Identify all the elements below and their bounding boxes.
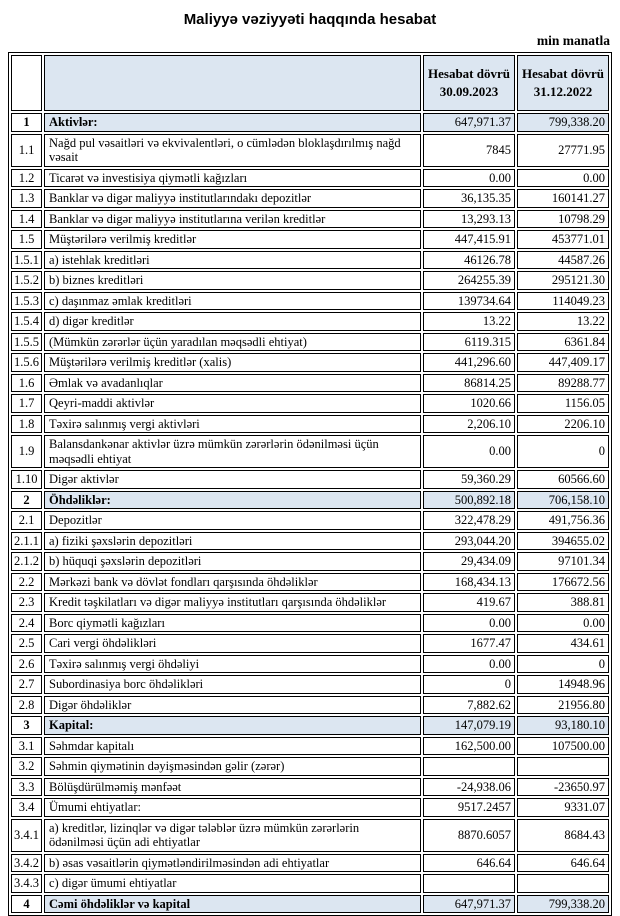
row-value-2023-cell: 646.64: [423, 854, 515, 873]
table-row: [11, 655, 609, 674]
row-value-2022-cell: 706,158.10: [517, 491, 609, 510]
row-value-2022-cell: 114049.23: [517, 292, 609, 311]
row-label-cell: a) kreditlər, lizinqlər və digər tələblər üzrə mümkün zərərlərin ödənilməsi üçün adi ehtiyatlar: [44, 819, 421, 852]
section-row: [11, 491, 609, 510]
row-num-cell: 1.5.1: [11, 251, 42, 270]
row-value-2023-cell: 8870.6057: [423, 819, 515, 852]
row-num-cell: 2.7: [11, 675, 42, 694]
row-value-2023-cell: 264255.39: [423, 271, 515, 290]
row-label-cell: c) digər ümumi ehtiyatlar: [44, 874, 421, 893]
row-value-2023-cell: 0.00: [423, 655, 515, 674]
table-row: [11, 737, 609, 756]
row-num-cell: 1.9: [11, 435, 42, 468]
row-value-2023-cell: 168,434.13: [423, 573, 515, 592]
table-row: [11, 874, 609, 893]
table-row: [11, 169, 609, 188]
table-row: [11, 189, 609, 208]
row-value-2022-cell: 491,756.36: [517, 511, 609, 530]
row-num-cell: 1.3: [11, 189, 42, 208]
row-value-2022-cell: 44587.26: [517, 251, 609, 270]
row-label-cell: Ümumi ehtiyatlar:: [44, 798, 421, 817]
row-value-2023-cell: 162,500.00: [423, 737, 515, 756]
row-value-2022-cell: 160141.27: [517, 189, 609, 208]
row-value-2022-cell: 14948.96: [517, 675, 609, 694]
header-col-2022: [517, 55, 609, 111]
row-label-cell: Digər aktivlər: [44, 470, 421, 489]
row-label-cell: Müştərilərə verilmiş kreditlər (xalis): [44, 353, 421, 372]
row-num-cell: 2.6: [11, 655, 42, 674]
table-row: [11, 532, 609, 551]
table-row: [11, 333, 609, 352]
row-value-2022-cell: 799,338.20: [517, 895, 609, 914]
row-value-2022-cell: 8684.43: [517, 819, 609, 852]
row-value-2022-cell: 2206.10: [517, 415, 609, 434]
row-label-cell: Bölüşdürülməmiş mənfəət: [44, 778, 421, 797]
table-row: [11, 435, 609, 468]
table-row: [11, 675, 609, 694]
row-label-cell: Təxirə salınmış vergi aktivləri: [44, 415, 421, 434]
row-value-2022-cell: 6361.84: [517, 333, 609, 352]
table-row: [11, 798, 609, 817]
row-num-cell: 2.8: [11, 696, 42, 715]
row-value-2022-cell: 0.00: [517, 169, 609, 188]
row-value-2022-cell: 60566.60: [517, 470, 609, 489]
header-num-cell: [11, 55, 42, 111]
row-label-cell: Əmlak və avadanlıqlar: [44, 374, 421, 393]
row-num-cell: 1.5: [11, 230, 42, 249]
row-num-cell: 3.2: [11, 757, 42, 776]
row-value-2023-cell: 447,415.91: [423, 230, 515, 249]
header-col-2023: [423, 55, 515, 111]
row-value-2023-cell: 13.22: [423, 312, 515, 331]
row-label-cell: Təxirə salınmış vergi öhdəliyi: [44, 655, 421, 674]
row-value-2023-cell: 1020.66: [423, 394, 515, 413]
row-value-2023-cell: 441,296.60: [423, 353, 515, 372]
header-col-2023-date: 30.09.2023: [439, 84, 499, 99]
row-value-2023-cell: 29,434.09: [423, 552, 515, 571]
table-row: [11, 614, 609, 633]
row-label-cell: Qeyri-maddi aktivlər: [44, 394, 421, 413]
row-label-cell: c) daşınmaz əmlak kreditləri: [44, 292, 421, 311]
row-value-2022-cell: 295121.30: [517, 271, 609, 290]
row-value-2023-cell: 9517.2457: [423, 798, 515, 817]
row-value-2023-cell: 7,882.62: [423, 696, 515, 715]
row-value-2022-cell: 646.64: [517, 854, 609, 873]
row-value-2023-cell: 0.00: [423, 435, 515, 468]
header-col-2022-date: 31.12.2022: [533, 84, 593, 99]
row-label-cell: Subordinasiya borc öhdəlikləri: [44, 675, 421, 694]
row-num-cell: 1.5.6: [11, 353, 42, 372]
row-value-2023-cell: 0.00: [423, 169, 515, 188]
row-num-cell: 1.5.2: [11, 271, 42, 290]
row-value-2023-cell: 500,892.18: [423, 491, 515, 510]
row-num-cell: 1.5.3: [11, 292, 42, 311]
row-value-2023-cell: [423, 757, 515, 776]
table-row: [11, 819, 609, 852]
row-value-2023-cell: 6119.315: [423, 333, 515, 352]
row-num-cell: 2.4: [11, 614, 42, 633]
row-value-2023-cell: 647,971.37: [423, 113, 515, 132]
row-value-2022-cell: [517, 757, 609, 776]
row-value-2022-cell: 0: [517, 435, 609, 468]
row-num-cell: 1.6: [11, 374, 42, 393]
row-num-cell: 2: [11, 491, 42, 510]
row-value-2023-cell: 2,206.10: [423, 415, 515, 434]
row-label-cell: Borc qiymətli kağızları: [44, 614, 421, 633]
table-row: [11, 552, 609, 571]
table-row: [11, 312, 609, 331]
section-row: [11, 113, 609, 132]
row-label-cell: Cəmi öhdəliklər və kapital: [44, 895, 421, 914]
row-value-2022-cell: 799,338.20: [517, 113, 609, 132]
table-row: [11, 353, 609, 372]
row-value-2023-cell: 419.67: [423, 593, 515, 612]
table-row: [11, 573, 609, 592]
row-value-2022-cell: 93,180.10: [517, 716, 609, 735]
row-value-2023-cell: 147,079.19: [423, 716, 515, 735]
row-num-cell: 3.4: [11, 798, 42, 817]
row-label-cell: Səhmdar kapitalı: [44, 737, 421, 756]
table-row: [11, 415, 609, 434]
row-value-2022-cell: 21956.80: [517, 696, 609, 715]
row-label-cell: Kapital:: [44, 716, 421, 735]
row-label-cell: Səhmin qiymətinin dəyişməsindən gəlir (zərər): [44, 757, 421, 776]
table-row: [11, 634, 609, 653]
row-label-cell: d) digər kreditlər: [44, 312, 421, 331]
row-label-cell: Digər öhdəliklər: [44, 696, 421, 715]
row-label-cell: Banklar və digər maliyyə institutlarına verilən kreditlər: [44, 210, 421, 229]
row-num-cell: 3.4.2: [11, 854, 42, 873]
row-label-cell: b) əsas vəsaitlərin qiymətləndirilməsindən adi ehtiyatlar: [44, 854, 421, 873]
row-value-2022-cell: 1156.05: [517, 394, 609, 413]
table-row: [11, 757, 609, 776]
row-value-2023-cell: 36,135.35: [423, 189, 515, 208]
row-num-cell: 2.1: [11, 511, 42, 530]
row-value-2022-cell: 107500.00: [517, 737, 609, 756]
row-value-2022-cell: 0: [517, 655, 609, 674]
row-num-cell: 3.4.3: [11, 874, 42, 893]
row-num-cell: 1.5.4: [11, 312, 42, 331]
section-row: [11, 716, 609, 735]
row-value-2023-cell: 86814.25: [423, 374, 515, 393]
row-value-2022-cell: 97101.34: [517, 552, 609, 571]
table-row: [11, 271, 609, 290]
row-label-cell: a) istehlak kreditləri: [44, 251, 421, 270]
row-value-2022-cell: -23650.97: [517, 778, 609, 797]
table-row: [11, 854, 609, 873]
row-value-2022-cell: 13.22: [517, 312, 609, 331]
row-label-cell: Aktivlər:: [44, 113, 421, 132]
row-value-2022-cell: 9331.07: [517, 798, 609, 817]
row-value-2022-cell: 447,409.17: [517, 353, 609, 372]
table-row: [11, 696, 609, 715]
row-label-cell: Nağd pul vəsaitləri və ekvivalentləri, o cümlədən bloklaşdırılmış nağd vəsait: [44, 134, 421, 167]
row-label-cell: Kredit təşkilatları və digər maliyyə institutları qarşısında öhdəliklər: [44, 593, 421, 612]
table-row: [11, 134, 609, 167]
row-label-cell: Öhdəliklər:: [44, 491, 421, 510]
row-value-2023-cell: 0.00: [423, 614, 515, 633]
report-title: Maliyyə vəziyyəti haqqında hesabat: [183, 11, 437, 28]
row-label-cell: Müştərilərə verilmiş kreditlər: [44, 230, 421, 249]
row-num-cell: 1.4: [11, 210, 42, 229]
row-value-2023-cell: -24,938.06: [423, 778, 515, 797]
row-value-2023-cell: 139734.64: [423, 292, 515, 311]
unit-note: min manatla: [536, 33, 610, 48]
row-num-cell: 3: [11, 716, 42, 735]
row-label-cell: Ticarət və investisiya qiymətli kağızları: [44, 169, 421, 188]
header-col-2023-label: Hesabat dövrü: [428, 66, 510, 82]
row-label-cell: Depozitlər: [44, 511, 421, 530]
row-num-cell: 1.1: [11, 134, 42, 167]
header-col-2022-label: Hesabat dövrü: [522, 66, 604, 82]
row-value-2022-cell: 434.61: [517, 634, 609, 653]
header-row: [11, 55, 609, 111]
row-value-2023-cell: 59,360.29: [423, 470, 515, 489]
row-num-cell: 1.7: [11, 394, 42, 413]
row-label-cell: Cari vergi öhdəlikləri: [44, 634, 421, 653]
row-num-cell: 3.4.1: [11, 819, 42, 852]
row-value-2022-cell: 27771.95: [517, 134, 609, 167]
table-row: [11, 778, 609, 797]
table-header: [11, 55, 609, 111]
row-num-cell: 2.1.2: [11, 552, 42, 571]
row-value-2022-cell: 388.81: [517, 593, 609, 612]
row-value-2023-cell: 322,478.29: [423, 511, 515, 530]
table-row: [11, 210, 609, 229]
row-value-2023-cell: 647,971.37: [423, 895, 515, 914]
table-row: [11, 230, 609, 249]
row-value-2023-cell: 7845: [423, 134, 515, 167]
row-value-2023-cell: 293,044.20: [423, 532, 515, 551]
row-value-2023-cell: 1677.47: [423, 634, 515, 653]
row-num-cell: 1.2: [11, 169, 42, 188]
row-num-cell: 4: [11, 895, 42, 914]
row-num-cell: 1.10: [11, 470, 42, 489]
row-num-cell: 1.8: [11, 415, 42, 434]
statement-table-body: [11, 113, 609, 913]
row-label-cell: Balansdankənar aktivlər üzrə mümkün zərərlərin ödənilməsi üçün məqsədli ehtiyat: [44, 435, 421, 468]
table-row: [11, 511, 609, 530]
table-row: [11, 374, 609, 393]
row-value-2023-cell: [423, 874, 515, 893]
row-label-cell: b) hüquqi şəxslərin depozitləri: [44, 552, 421, 571]
section-row: [11, 895, 609, 914]
row-value-2023-cell: 0: [423, 675, 515, 694]
row-num-cell: 1: [11, 113, 42, 132]
table-row: [11, 470, 609, 489]
table-row: [11, 292, 609, 311]
row-num-cell: 2.3: [11, 593, 42, 612]
table-row: [11, 394, 609, 413]
row-value-2022-cell: 394655.02: [517, 532, 609, 551]
row-value-2022-cell: 89288.77: [517, 374, 609, 393]
row-value-2022-cell: 10798.29: [517, 210, 609, 229]
row-num-cell: 2.5: [11, 634, 42, 653]
row-num-cell: 1.5.5: [11, 333, 42, 352]
row-label-cell: a) fiziki şəxslərin depozitləri: [44, 532, 421, 551]
row-value-2023-cell: 13,293.13: [423, 210, 515, 229]
row-value-2022-cell: 176672.56: [517, 573, 609, 592]
table-row: [11, 593, 609, 612]
row-value-2022-cell: 0.00: [517, 614, 609, 633]
row-label-cell: Banklar və digər maliyyə institutlarındakı depozitlər: [44, 189, 421, 208]
row-value-2022-cell: [517, 874, 609, 893]
row-label-cell: b) biznes kreditləri: [44, 271, 421, 290]
row-num-cell: 3.3: [11, 778, 42, 797]
row-num-cell: 3.1: [11, 737, 42, 756]
row-value-2023-cell: 46126.78: [423, 251, 515, 270]
statement-table: [8, 52, 612, 916]
row-value-2022-cell: 453771.01: [517, 230, 609, 249]
row-num-cell: 2.1.1: [11, 532, 42, 551]
table-row: [11, 251, 609, 270]
header-desc-cell: [44, 55, 421, 111]
row-label-cell: (Mümkün zərərlər üçün yaradılan məqsədli ehtiyat): [44, 333, 421, 352]
row-label-cell: Mərkəzi bank və dövlət fondları qarşısında öhdəliklər: [44, 573, 421, 592]
row-num-cell: 2.2: [11, 573, 42, 592]
